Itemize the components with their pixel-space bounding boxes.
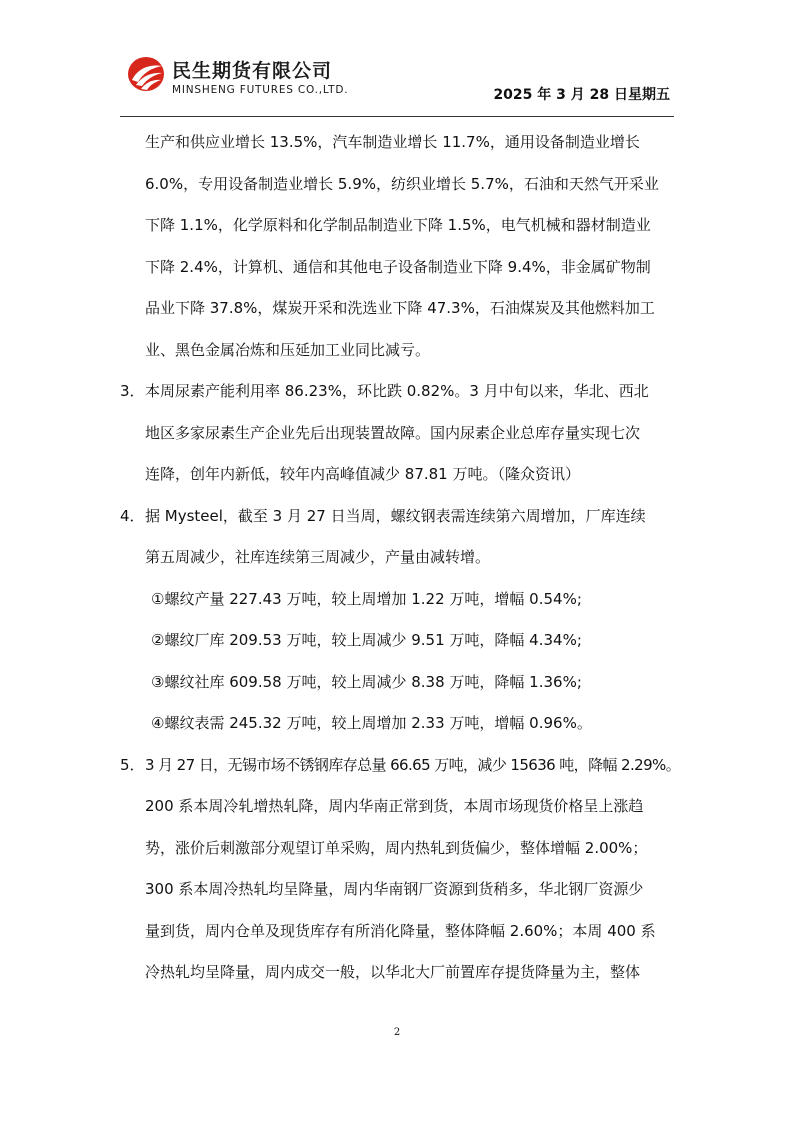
report-date: 2025 年 3 月 28 日星期五 — [493, 87, 670, 103]
list-item-3 — [120, 371, 680, 413]
company-name-cn: 民生期货有限公司 — [172, 60, 333, 82]
header-divider — [120, 116, 674, 117]
paragraph-line: 量到货，周内仓单及现货库存有所消化降量，整体降幅 2.60%；本周 400 系 — [145, 921, 656, 940]
paragraph-line: 地区多家尿素生产企业先后出现装置故障。国内尿素企业总库存量实现七次 — [145, 423, 641, 442]
list-number: 3． — [120, 382, 145, 400]
paragraph-line: 连降，创年内新低，较年内高峰值减少 87.81 万吨。（隆众资讯） — [145, 465, 580, 483]
list-item-5 — [120, 745, 680, 787]
list-number: 4． — [120, 506, 145, 525]
paragraph-line: 势，涨价后刺激部分观望订单采购，周内热轧到货偏少，整体增幅 2.00%； — [145, 838, 648, 857]
list-item-4 — [120, 496, 680, 538]
paragraph-line: 下降 2.4%，计算机、通信和其他电子设备制造业下降 9.4%，非金属矿物制 — [145, 257, 651, 276]
sub-item: ④螺纹表需 245.32 万吨，较上周增加 2.33 万吨，增幅 0.96%。 — [151, 714, 592, 732]
paragraph-line: 第五周减少，社库连续第三周减少，产量由减转增。 — [145, 548, 491, 566]
paragraph-line: 本周尿素产能利用率 86.23%，环比跌 0.82%。3 月中旬以来，华北、西北 — [145, 382, 649, 400]
minsheng-logo-icon — [126, 54, 166, 94]
sub-item: ①螺纹产量 227.43 万吨，较上周增加 1.22 万吨，增幅 0.54%; — [151, 589, 582, 608]
sub-item: ③螺纹社库 609.58 万吨，较上周减少 8.38 万吨，降幅 1.36%; — [151, 672, 582, 691]
paragraph-line: 300 系本周冷热轧均呈降量，周内华南钢厂资源到货稍多，华北钢厂资源少 — [145, 880, 644, 898]
paragraph-line: 业、黑色金属冶炼和压延加工业同比减亏。 — [145, 340, 431, 359]
page-number: 2 — [393, 1027, 401, 1038]
paragraph-line: 3 月 27 日，无锡市场不锈钢库存总量 66.65 万吨，减少 15636 吨，降幅 2.29%。 — [145, 755, 681, 774]
paragraph-line: 据 Mysteel，截至 3 月 27 日当周，螺纹钢表需连续第六周增加，厂库连续 — [145, 506, 646, 525]
paragraph-line: 200 系本周冷轧增热轧降，周内华南正常到货，本周市场现货价格呈上涨趋 — [145, 797, 644, 815]
paragraph-line: 品业下降 37.8%，煤炭开采和洗选业下降 47.3%，石油煤炭及其他燃料加工 — [145, 299, 655, 317]
company-name-en: MINSHENG FUTURES CO.,LTD. — [172, 84, 349, 96]
paragraph-line: 生产和供应业增长 13.5%，汽车制造业增长 11.7%，通用设备制造业增长 — [145, 133, 640, 151]
paragraph-line: 下降 1.1%，化学原料和化学制品制造业下降 1.5%，电气机械和器材制造业 — [145, 216, 651, 234]
paragraph-line: 冷热轧均呈降量，周内成交一般，以华北大厂前置库存提货降量为主，整体 — [145, 963, 641, 981]
page-header — [0, 0, 794, 120]
document-body — [120, 122, 680, 994]
list-number: 5． — [120, 755, 145, 774]
paragraph-line: 6.0%，专用设备制造业增长 5.9%，纺织业增长 5.7%，石油和天然气开采业 — [145, 174, 659, 193]
sub-item: ②螺纹厂库 209.53 万吨，较上周减少 9.51 万吨，降幅 4.34%; — [151, 631, 582, 649]
